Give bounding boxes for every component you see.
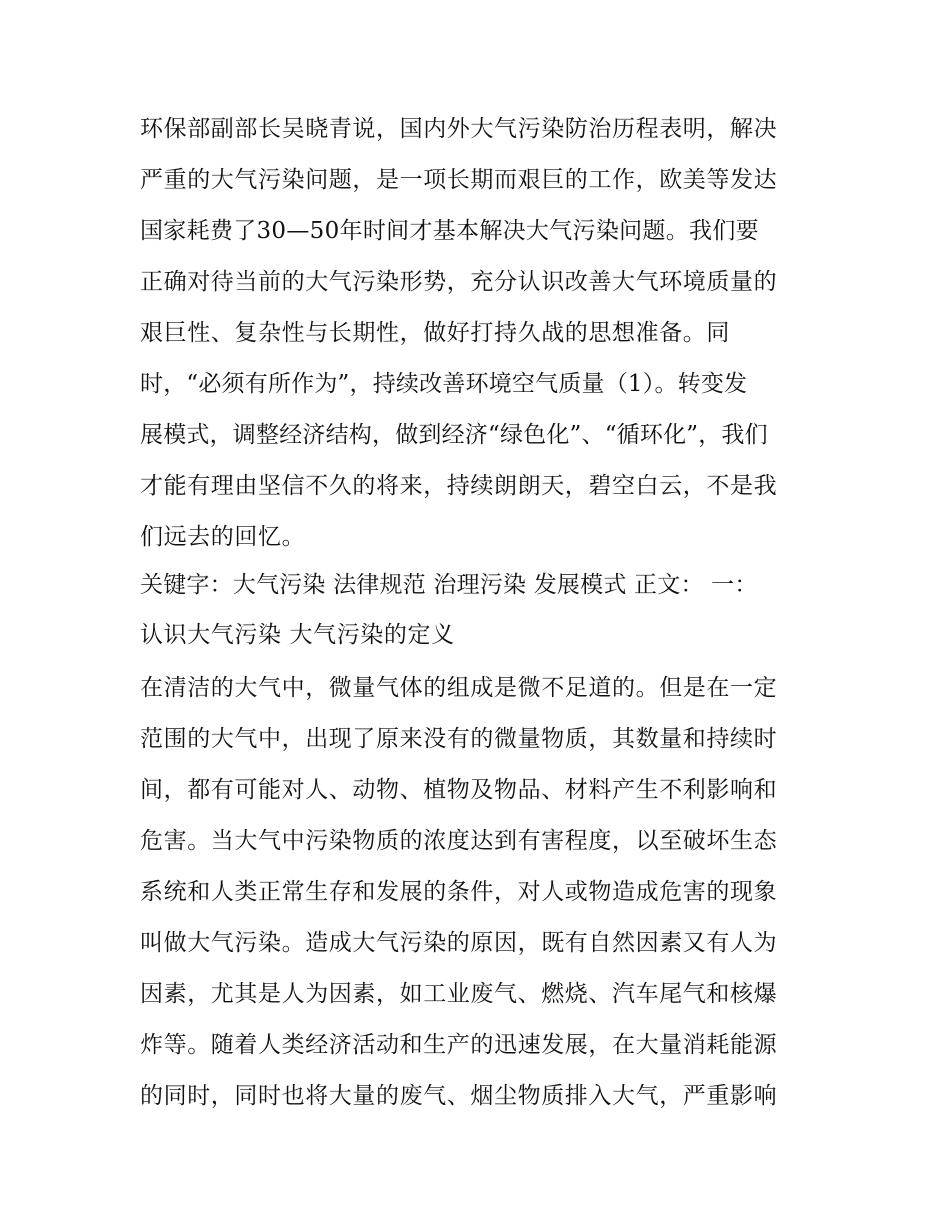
paragraph-line: 危害。当大气中污染物质的浓度达到有害程度，以至破坏生态 [140, 828, 778, 854]
paragraph-line: 叫做大气污染。造成大气污染的原因，既有自然因素又有人为 [140, 930, 778, 956]
paragraph-line: 系统和人类正常生存和发展的条件，对人或物造成危害的现象 [140, 879, 778, 905]
paragraph-line: 环保部副部长吴晓青说，国内外大气污染防治历程表明，解决 [140, 116, 778, 142]
paragraph-line: 的同时，同时也将大量的废气、烟尘物质排入大气，严重影响 [140, 1083, 778, 1109]
paragraph-line: 范围的大气中，出现了原来没有的微量物质，其数量和持续时 [140, 726, 778, 752]
paragraph-line: 因素，尤其是人为因素，如工业废气、燃烧、汽车尾气和核爆 [140, 981, 778, 1007]
paragraph-line: 在清洁的大气中，微量气体的组成是微不足道的。但是在一定 [140, 675, 778, 701]
section-heading: 认识大气污染 大气污染的定义 [140, 622, 455, 648]
paragraph-line: 炸等。随着人类经济活动和生产的迅速发展，在大量消耗能源 [140, 1032, 778, 1058]
paragraph-line: 们远去的回忆。 [140, 524, 306, 550]
paragraph-line: 间，都有可能对人、动物、植物及物品、材料产生不利影响和 [140, 777, 778, 803]
paragraph-line: 严重的大气污染问题，是一项长期而艰巨的工作，欧美等发达 [140, 167, 778, 193]
paragraph-line: 时，“必须有所作为”，持续改善环境空气质量（1）。转变发 [140, 371, 748, 397]
paragraph-line: 艰巨性、复杂性与长期性，做好打持久战的思想准备。同 [140, 320, 730, 346]
paragraph-line: 国家耗费了30—50年时间才基本解决大气污染问题。我们要 [140, 218, 759, 244]
paragraph-line: 展模式，调整经济结构，做到经济“绿色化”、“循环化”，我们 [140, 422, 768, 448]
keywords-line: 关键字：大气污染 法律规范 治理污染 发展模式 正文： 一： [140, 572, 758, 598]
paragraph-line: 正确对待当前的大气污染形势，充分认识改善大气环境质量的 [140, 269, 778, 295]
paragraph-line: 才能有理由坚信不久的将来，持续朗朗天，碧空白云，不是我 [140, 473, 778, 499]
